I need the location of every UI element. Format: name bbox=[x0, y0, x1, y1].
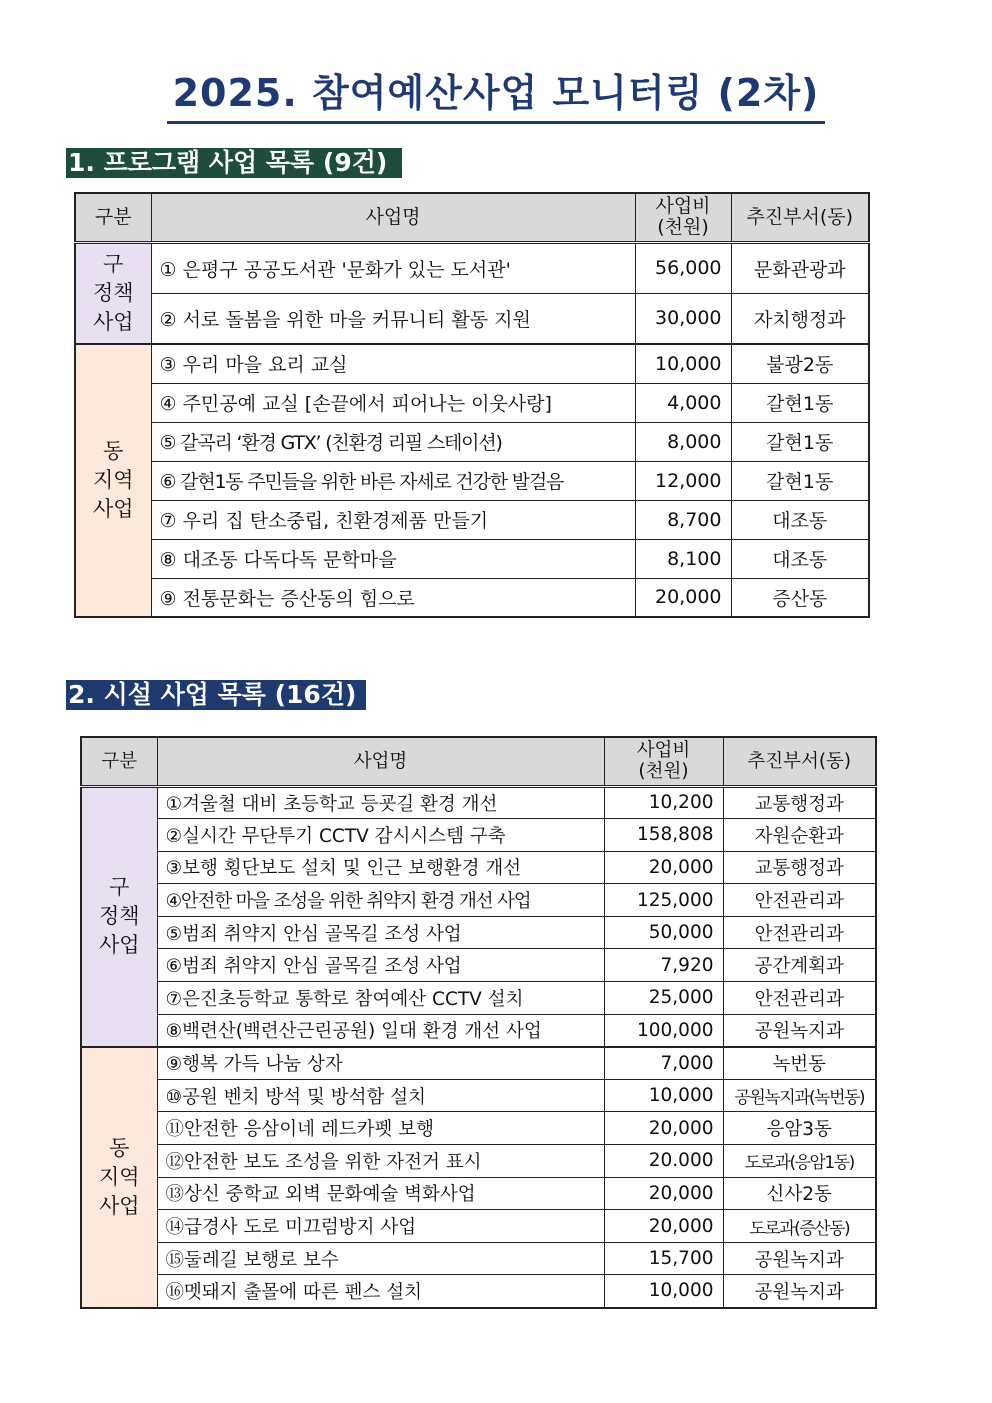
section2-heading: 2. 시설 사업 목록 (16건) bbox=[66, 680, 366, 710]
project-dept: 도로과(증산동) bbox=[723, 1210, 876, 1243]
project-dept: 대조동 bbox=[731, 539, 869, 578]
project-dept: 자치행정과 bbox=[731, 293, 869, 344]
project-name: ⑦은진초등학교 통학로 참여예산 CCTV 설치 bbox=[157, 982, 604, 1015]
table-row bbox=[81, 1145, 876, 1178]
table-row bbox=[81, 949, 876, 982]
project-cost: 10,000 bbox=[635, 344, 731, 383]
project-name: ⑮둘레길 보행로 보수 bbox=[157, 1242, 604, 1275]
project-name: ①겨울철 대비 초등학교 등굣길 환경 개선 bbox=[157, 786, 604, 819]
project-name: ④안전한 마을 조성을 위한 취약지 환경 개선 사업 bbox=[157, 884, 604, 917]
project-name: ③ 우리 마을 요리 교실 bbox=[151, 344, 635, 383]
project-cost: 25,000 bbox=[604, 982, 723, 1015]
table-header-row bbox=[75, 193, 869, 242]
table-row bbox=[81, 1210, 876, 1243]
project-name: ⑫안전한 보도 조성을 위한 자전거 표시 bbox=[157, 1145, 604, 1178]
project-cost: 100,000 bbox=[604, 1014, 723, 1047]
project-dept: 신사2동 bbox=[723, 1177, 876, 1210]
project-dept: 증산동 bbox=[731, 578, 869, 617]
project-name: ④ 주민공예 교실 [손끝에서 피어나는 이웃사랑] bbox=[151, 383, 635, 422]
project-cost: 20,000 bbox=[604, 851, 723, 884]
project-name: ⑤범죄 취약지 안심 골목길 조성 사업 bbox=[157, 916, 604, 949]
project-name: ⑨행복 가득 나눔 상자 bbox=[157, 1047, 604, 1080]
project-dept: 공원녹지과 bbox=[723, 1275, 876, 1308]
category-gu-policy: 구 정책 사업 bbox=[75, 242, 151, 344]
header-cost: 사업비 (천원) bbox=[635, 193, 731, 242]
header-name: 사업명 bbox=[157, 737, 604, 786]
table-row bbox=[81, 1047, 876, 1080]
section1-heading: 1. 프로그램 사업 목록 (9건) bbox=[66, 148, 402, 178]
table-row bbox=[75, 461, 869, 500]
table-row bbox=[81, 1112, 876, 1145]
header-name: 사업명 bbox=[151, 193, 635, 242]
program-projects-table bbox=[74, 192, 870, 618]
facility-projects-table bbox=[80, 736, 877, 1309]
project-dept: 공간계획과 bbox=[723, 949, 876, 982]
project-dept: 교통행정과 bbox=[723, 851, 876, 884]
project-cost: 8,700 bbox=[635, 500, 731, 539]
project-dept: 갈현1동 bbox=[731, 383, 869, 422]
table-row bbox=[81, 982, 876, 1015]
table-row bbox=[81, 1177, 876, 1210]
project-dept: 도로과(응암1동) bbox=[723, 1145, 876, 1178]
project-cost: 158,808 bbox=[604, 819, 723, 852]
table-row bbox=[81, 1242, 876, 1275]
project-cost: 10,200 bbox=[604, 786, 723, 819]
category-gu-policy: 구 정책 사업 bbox=[81, 786, 157, 1047]
project-name: ⑧ 대조동 다독다독 문학마을 bbox=[151, 539, 635, 578]
project-cost: 50,000 bbox=[604, 916, 723, 949]
project-cost: 20,000 bbox=[604, 1210, 723, 1243]
table-row bbox=[81, 1079, 876, 1112]
project-name: ⑩공원 벤치 방석 및 방석함 설치 bbox=[157, 1079, 604, 1112]
project-cost: 56,000 bbox=[635, 242, 731, 293]
header-dept: 추진부서(동) bbox=[731, 193, 869, 242]
table-row bbox=[75, 422, 869, 461]
table-row bbox=[81, 1014, 876, 1047]
project-cost: 10,000 bbox=[604, 1079, 723, 1112]
header-category: 구분 bbox=[81, 737, 157, 786]
project-cost: 7,000 bbox=[604, 1047, 723, 1080]
project-name: ②실시간 무단투기 CCTV 감시시스템 구축 bbox=[157, 819, 604, 852]
table-row bbox=[75, 500, 869, 539]
table-row bbox=[81, 851, 876, 884]
category-dong-local: 동 지역 사업 bbox=[81, 1047, 157, 1308]
project-dept: 안전관리과 bbox=[723, 884, 876, 917]
project-name: ⑭급경사 도로 미끄럼방지 사업 bbox=[157, 1210, 604, 1243]
project-name: ⑥범죄 취약지 안심 골목길 조성 사업 bbox=[157, 949, 604, 982]
table-row bbox=[75, 383, 869, 422]
project-cost: 15,700 bbox=[604, 1242, 723, 1275]
project-cost: 20,000 bbox=[604, 1177, 723, 1210]
header-cost: 사업비 (천원) bbox=[604, 737, 723, 786]
project-name: ② 서로 돌봄을 위한 마을 커뮤니티 활동 지원 bbox=[151, 293, 635, 344]
project-dept: 안전관리과 bbox=[723, 982, 876, 1015]
project-cost: 12,000 bbox=[635, 461, 731, 500]
project-cost: 8,100 bbox=[635, 539, 731, 578]
header-category: 구분 bbox=[75, 193, 151, 242]
project-dept: 공원녹지과(녹번동) bbox=[723, 1079, 876, 1112]
project-name: ⑧백련산(백련산근린공원) 일대 환경 개선 사업 bbox=[157, 1014, 604, 1047]
document-title bbox=[0, 62, 992, 124]
project-name: ⑪안전한 응삼이네 레드카펫 보행 bbox=[157, 1112, 604, 1145]
project-cost: 20.000 bbox=[604, 1145, 723, 1178]
table-row bbox=[81, 786, 876, 819]
project-name: ⑯멧돼지 출몰에 따른 펜스 설치 bbox=[157, 1275, 604, 1308]
table-row bbox=[81, 819, 876, 852]
project-dept: 공원녹지과 bbox=[723, 1242, 876, 1275]
document-title-text: 2025. 참여예산사업 모니터링 (2차) bbox=[167, 62, 826, 124]
project-cost: 30,000 bbox=[635, 293, 731, 344]
project-dept: 갈현1동 bbox=[731, 461, 869, 500]
table-row bbox=[75, 539, 869, 578]
table-row bbox=[75, 293, 869, 344]
project-dept: 녹번동 bbox=[723, 1047, 876, 1080]
project-cost: 7,920 bbox=[604, 949, 723, 982]
category-dong-local: 동 지역 사업 bbox=[75, 344, 151, 617]
project-cost: 4,000 bbox=[635, 383, 731, 422]
project-cost: 10,000 bbox=[604, 1275, 723, 1308]
project-dept: 갈현1동 bbox=[731, 422, 869, 461]
project-cost: 8,000 bbox=[635, 422, 731, 461]
project-name: ⑤ 갈곡리 ‘환경 GTX’ (친환경 리필 스테이션) bbox=[151, 422, 635, 461]
table-row bbox=[75, 578, 869, 617]
table-header-row bbox=[81, 737, 876, 786]
project-cost: 20,000 bbox=[635, 578, 731, 617]
project-dept: 교통행정과 bbox=[723, 786, 876, 819]
project-cost: 125,000 bbox=[604, 884, 723, 917]
project-dept: 자원순환과 bbox=[723, 819, 876, 852]
project-dept: 공원녹지과 bbox=[723, 1014, 876, 1047]
table-row bbox=[81, 884, 876, 917]
project-name: ③보행 횡단보도 설치 및 인근 보행환경 개선 bbox=[157, 851, 604, 884]
project-name: ⑥ 갈현1동 주민들을 위한 바른 자세로 건강한 발걸음 bbox=[151, 461, 635, 500]
project-cost: 20,000 bbox=[604, 1112, 723, 1145]
project-name: ⑦ 우리 집 탄소중립, 친환경제품 만들기 bbox=[151, 500, 635, 539]
project-dept: 대조동 bbox=[731, 500, 869, 539]
project-name: ① 은평구 공공도서관 '문화가 있는 도서관' bbox=[151, 242, 635, 293]
project-dept: 불광2동 bbox=[731, 344, 869, 383]
project-name: ⑬상신 중학교 외벽 문화예술 벽화사업 bbox=[157, 1177, 604, 1210]
table-row bbox=[81, 1275, 876, 1308]
project-name: ⑨ 전통문화는 증산동의 힘으로 bbox=[151, 578, 635, 617]
table-row bbox=[81, 916, 876, 949]
table-row bbox=[75, 344, 869, 383]
table-row bbox=[75, 242, 869, 293]
project-dept: 문화관광과 bbox=[731, 242, 869, 293]
project-dept: 응암3동 bbox=[723, 1112, 876, 1145]
header-dept: 추진부서(동) bbox=[723, 737, 876, 786]
project-dept: 안전관리과 bbox=[723, 916, 876, 949]
